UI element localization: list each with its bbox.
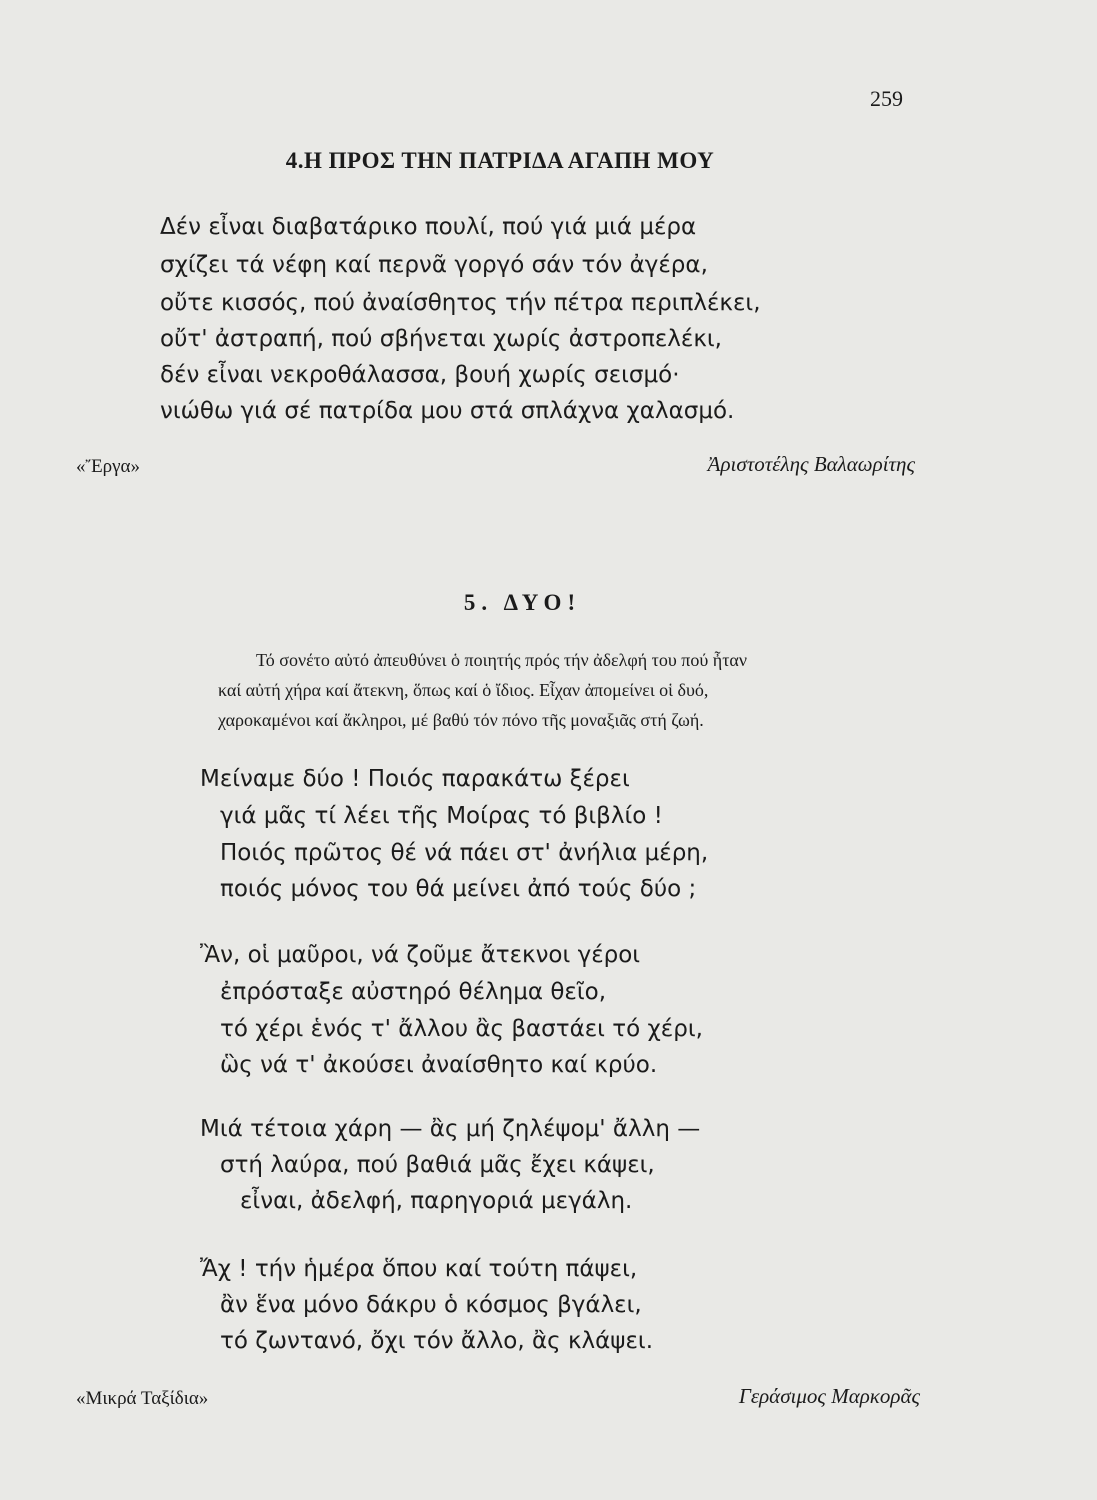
- poem2-title: 5. ΔΥΟ!: [463, 590, 582, 615]
- poem2-line: ὣς νά τ' ἀκούσει ἀναίσθητο καί κρύο.: [220, 1052, 658, 1078]
- poem2-line: Ἄχ ! τήν ἡμέρα ὅπου καί τούτη πάψει,: [200, 1256, 638, 1282]
- poem1-line: Δέν εἶναι διαβατάρικο πουλί, πού γιά μιά μέρα: [160, 214, 697, 240]
- poem2-author: Γεράσιμος Μαρκορᾶς: [738, 1384, 920, 1408]
- poem2-line: Μείναμε δύο ! Ποιός παρακάτω ξέρει: [200, 766, 630, 792]
- poem2-line: ἂν ἕνα μόνο δάκρυ ὁ κόσμος βγάλει,: [220, 1292, 642, 1318]
- poem2-note-line: καί αὐτή χήρα καί ἄτεκνη, ὅπως καί ὁ ἴδιος. Εἶχαν ἀπομείνει οἱ δυό,: [218, 680, 709, 700]
- poem1-source: «Ἔργα»: [76, 456, 141, 477]
- poem1-line: δέν εἶναι νεκροθάλασσα, βουή χωρίς σεισμό·: [160, 362, 680, 388]
- poem1-line: οὔτε κισσός, πού ἀναίσθητος τήν πέτρα περιπλέκει,: [160, 290, 761, 316]
- poem2-note-line: Τό σονέτο αὐτό ἀπευθύνει ὁ ποιητής πρός τήν ἀδελφή του πού ἦταν: [256, 650, 747, 670]
- poem2-line: εἶναι, ἀδελφή, παρηγοριά μεγάλη.: [240, 1188, 633, 1214]
- poem1-line: οὔτ' ἀστραπή, πού σβήνεται χωρίς ἀστροπελέκι,: [160, 326, 722, 352]
- poem2-line: στή λαύρα, πού βαθιά μᾶς ἔχει κάψει,: [220, 1152, 655, 1178]
- poem2-line: Ποιός πρῶτος θέ νά πάει στ' ἀνήλια μέρη,: [220, 840, 709, 866]
- page-number: 259: [870, 86, 903, 111]
- poem1-author: Ἀριστοτέλης Βαλαωρίτης: [707, 452, 915, 476]
- poem2-source: «Μικρά Ταξίδια»: [76, 1388, 209, 1409]
- poem1-line: σχίζει τά νέφη καί περνᾶ γοργό σάν τόν ἀγέρα,: [160, 252, 708, 278]
- poem2-line: ποιός μόνος του θά μείνει ἀπό τούς δύο ;: [220, 876, 697, 902]
- poem2-line: τό ζωντανό, ὄχι τόν ἄλλο, ἂς κλάψει.: [220, 1328, 654, 1354]
- poem1-line: νιώθω γιά σέ πατρίδα μου στά σπλάχνα χαλασμό.: [160, 398, 735, 424]
- poem2-line: ἐπρόσταξε αὐστηρό θέλημα θεῖο,: [220, 979, 607, 1005]
- poem2-line: γιά μᾶς τί λέει τῆς Μοίρας τό βιβλίο !: [220, 803, 663, 829]
- poem2-line: Ἂν, οἱ μαῦροι, νά ζοῦμε ἄτεκνοι γέροι: [200, 942, 641, 968]
- poem1-title: 4.Η ΠΡΟΣ ΤΗΝ ΠΑΤΡΙΔΑ ΑΓΑΠΗ ΜΟΥ: [285, 148, 715, 173]
- poem2-line: τό χέρι ἑνός τ' ἄλλου ἂς βαστάει τό χέρι,: [220, 1016, 703, 1042]
- poem2-line: Μιά τέτοια χάρη — ἂς μή ζηλέψομ' ἄλλη —: [200, 1116, 701, 1142]
- poem2-note-line: χαροκαμένοι καί ἄκληροι, μέ βαθύ τόν πόνο τῆς μοναξιᾶς στή ζωή.: [218, 710, 704, 730]
